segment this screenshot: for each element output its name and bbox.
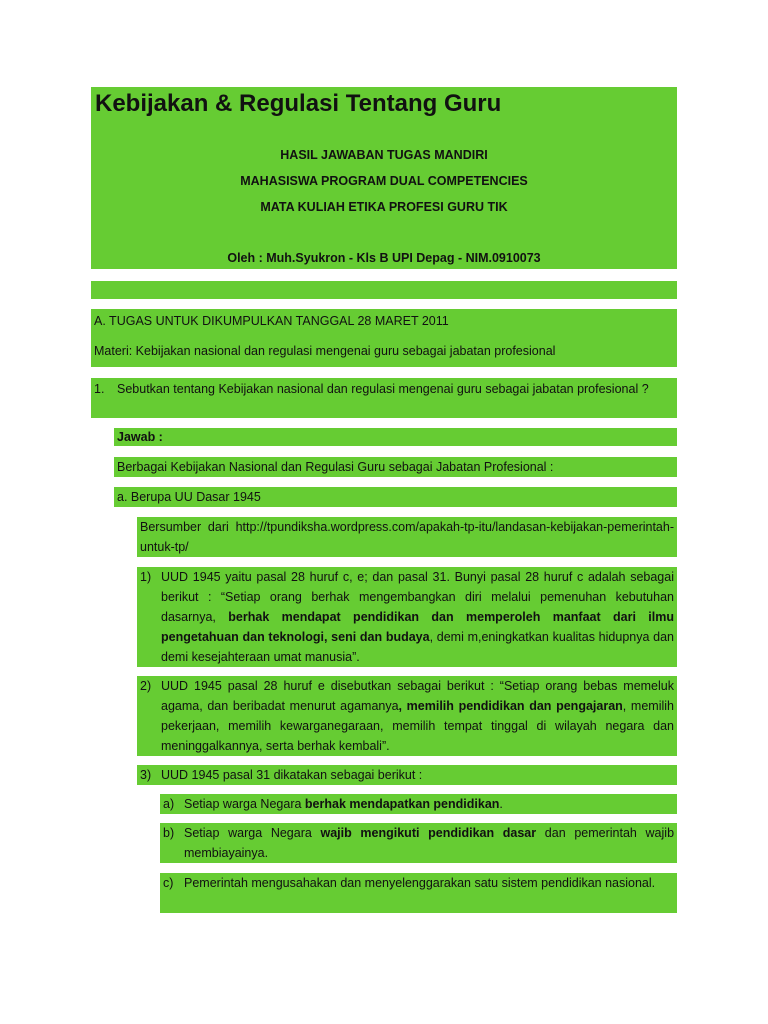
sub-c-label: c)	[163, 876, 174, 890]
document-title: Kebijakan & Regulasi Tentang Guru	[95, 90, 502, 117]
sub-c-text: Pemerintah mengusahakan dan menyelenggarakan satu sistem pendidikan nasional.	[184, 876, 656, 890]
item-2	[137, 676, 677, 756]
answer-label-block	[114, 428, 677, 446]
item-3-sub-a	[160, 794, 677, 814]
item-1-text-end: , demi m,eningkatkan kualitas hidupnya dan demi kesejahteraan umat manusia”.	[161, 630, 674, 664]
answer-intro: Berbagai Kebijakan Nasional dan Regulasi Guru sebagai Jabatan Profesional :	[114, 457, 677, 477]
header-line-3: MATA KULIAH ETIKA PROFESI GURU TIK	[260, 200, 508, 214]
point-a: a. Berupa UU Dasar 1945	[114, 487, 677, 507]
sub-a-bold: berhak mendapatkan pendidikan	[304, 797, 500, 811]
item-2-text: UUD 1945 pasal 28 huruf e disebutkan sebagai berikut : “Setiap orang bebas memeluk agama, dan beribadat menurut agamanya	[161, 679, 674, 713]
item-1-bold: berhak mendapat pendidikan dan memperoleh manfaat dari ilmu pengetahuan dan teknologi, seni dan budaya	[161, 610, 674, 644]
question-1-number: 1.	[94, 382, 105, 396]
sub-b-text-end: dan pemerintah wajib membiayainya.	[184, 826, 675, 860]
item-3	[137, 765, 677, 785]
sub-a-text: Setiap warga Negara	[184, 797, 305, 811]
question-1	[91, 378, 677, 418]
source-block	[137, 517, 677, 557]
question-1-text: Sebutkan tentang Kebijakan nasional dan regulasi mengenai guru sebagai jabatan profesional ?	[117, 382, 649, 396]
item-3-text: UUD 1945 pasal 31 dikatakan sebagai berikut :	[161, 768, 423, 782]
section-a-block	[91, 309, 677, 367]
sub-b-bold: wajib mengikuti pendidikan dasar	[320, 826, 537, 840]
item-2-bold: , memilih pendidikan dan pengajaran	[398, 699, 623, 713]
sub-a-text-end: .	[499, 797, 503, 811]
header-block	[91, 87, 677, 269]
item-2-text-end: , memilih pekerjaan, memilih kewarganegaraan, memilih tempat tinggal di wilayah negara dan meninggalkannya, serta berhak kembali”.	[161, 699, 674, 753]
sub-b-label: b)	[163, 826, 175, 840]
item-1-number: 1)	[140, 570, 152, 584]
answer-label: Jawab :	[117, 430, 163, 444]
item-3-number: 3)	[140, 768, 152, 782]
sub-a-label: a)	[163, 797, 175, 811]
item-1-text: UUD 1945 yaitu pasal 28 huruf c, e; dan pasal 31. Bunyi pasal 28 huruf c adalah sebagai berikut : “Setiap orang berhak mengembangkan diri melalui pemenuhan kebutuhan dasarnya,	[161, 570, 674, 624]
item-3-sub-b	[160, 823, 677, 863]
item-1	[137, 567, 677, 667]
sub-b-text: Setiap warga Negara	[184, 826, 321, 840]
header-line-2: MAHASISWA PROGRAM DUAL COMPETENCIES	[240, 174, 528, 188]
separator-bar	[91, 281, 677, 299]
source-text: Bersumber dari http://tpundiksha.wordpress.com/apakah-tp-itu/landasan-kebijakan-pemerintah-untuk-tp/	[140, 520, 674, 554]
item-3-sub-c	[160, 873, 677, 913]
section-a-materi: Materi: Kebijakan nasional dan regulasi mengenai guru sebagai jabatan profesional	[94, 344, 556, 358]
header-author: Oleh : Muh.Syukron - Kls B UPI Depag - NIM.0910073	[227, 251, 541, 265]
header-line-1: HASIL JAWABAN TUGAS MANDIRI	[280, 148, 488, 162]
item-2-number: 2)	[140, 679, 152, 693]
section-a-heading: A. TUGAS UNTUK DIKUMPULKAN TANGGAL 28 MARET 2011	[94, 314, 449, 328]
